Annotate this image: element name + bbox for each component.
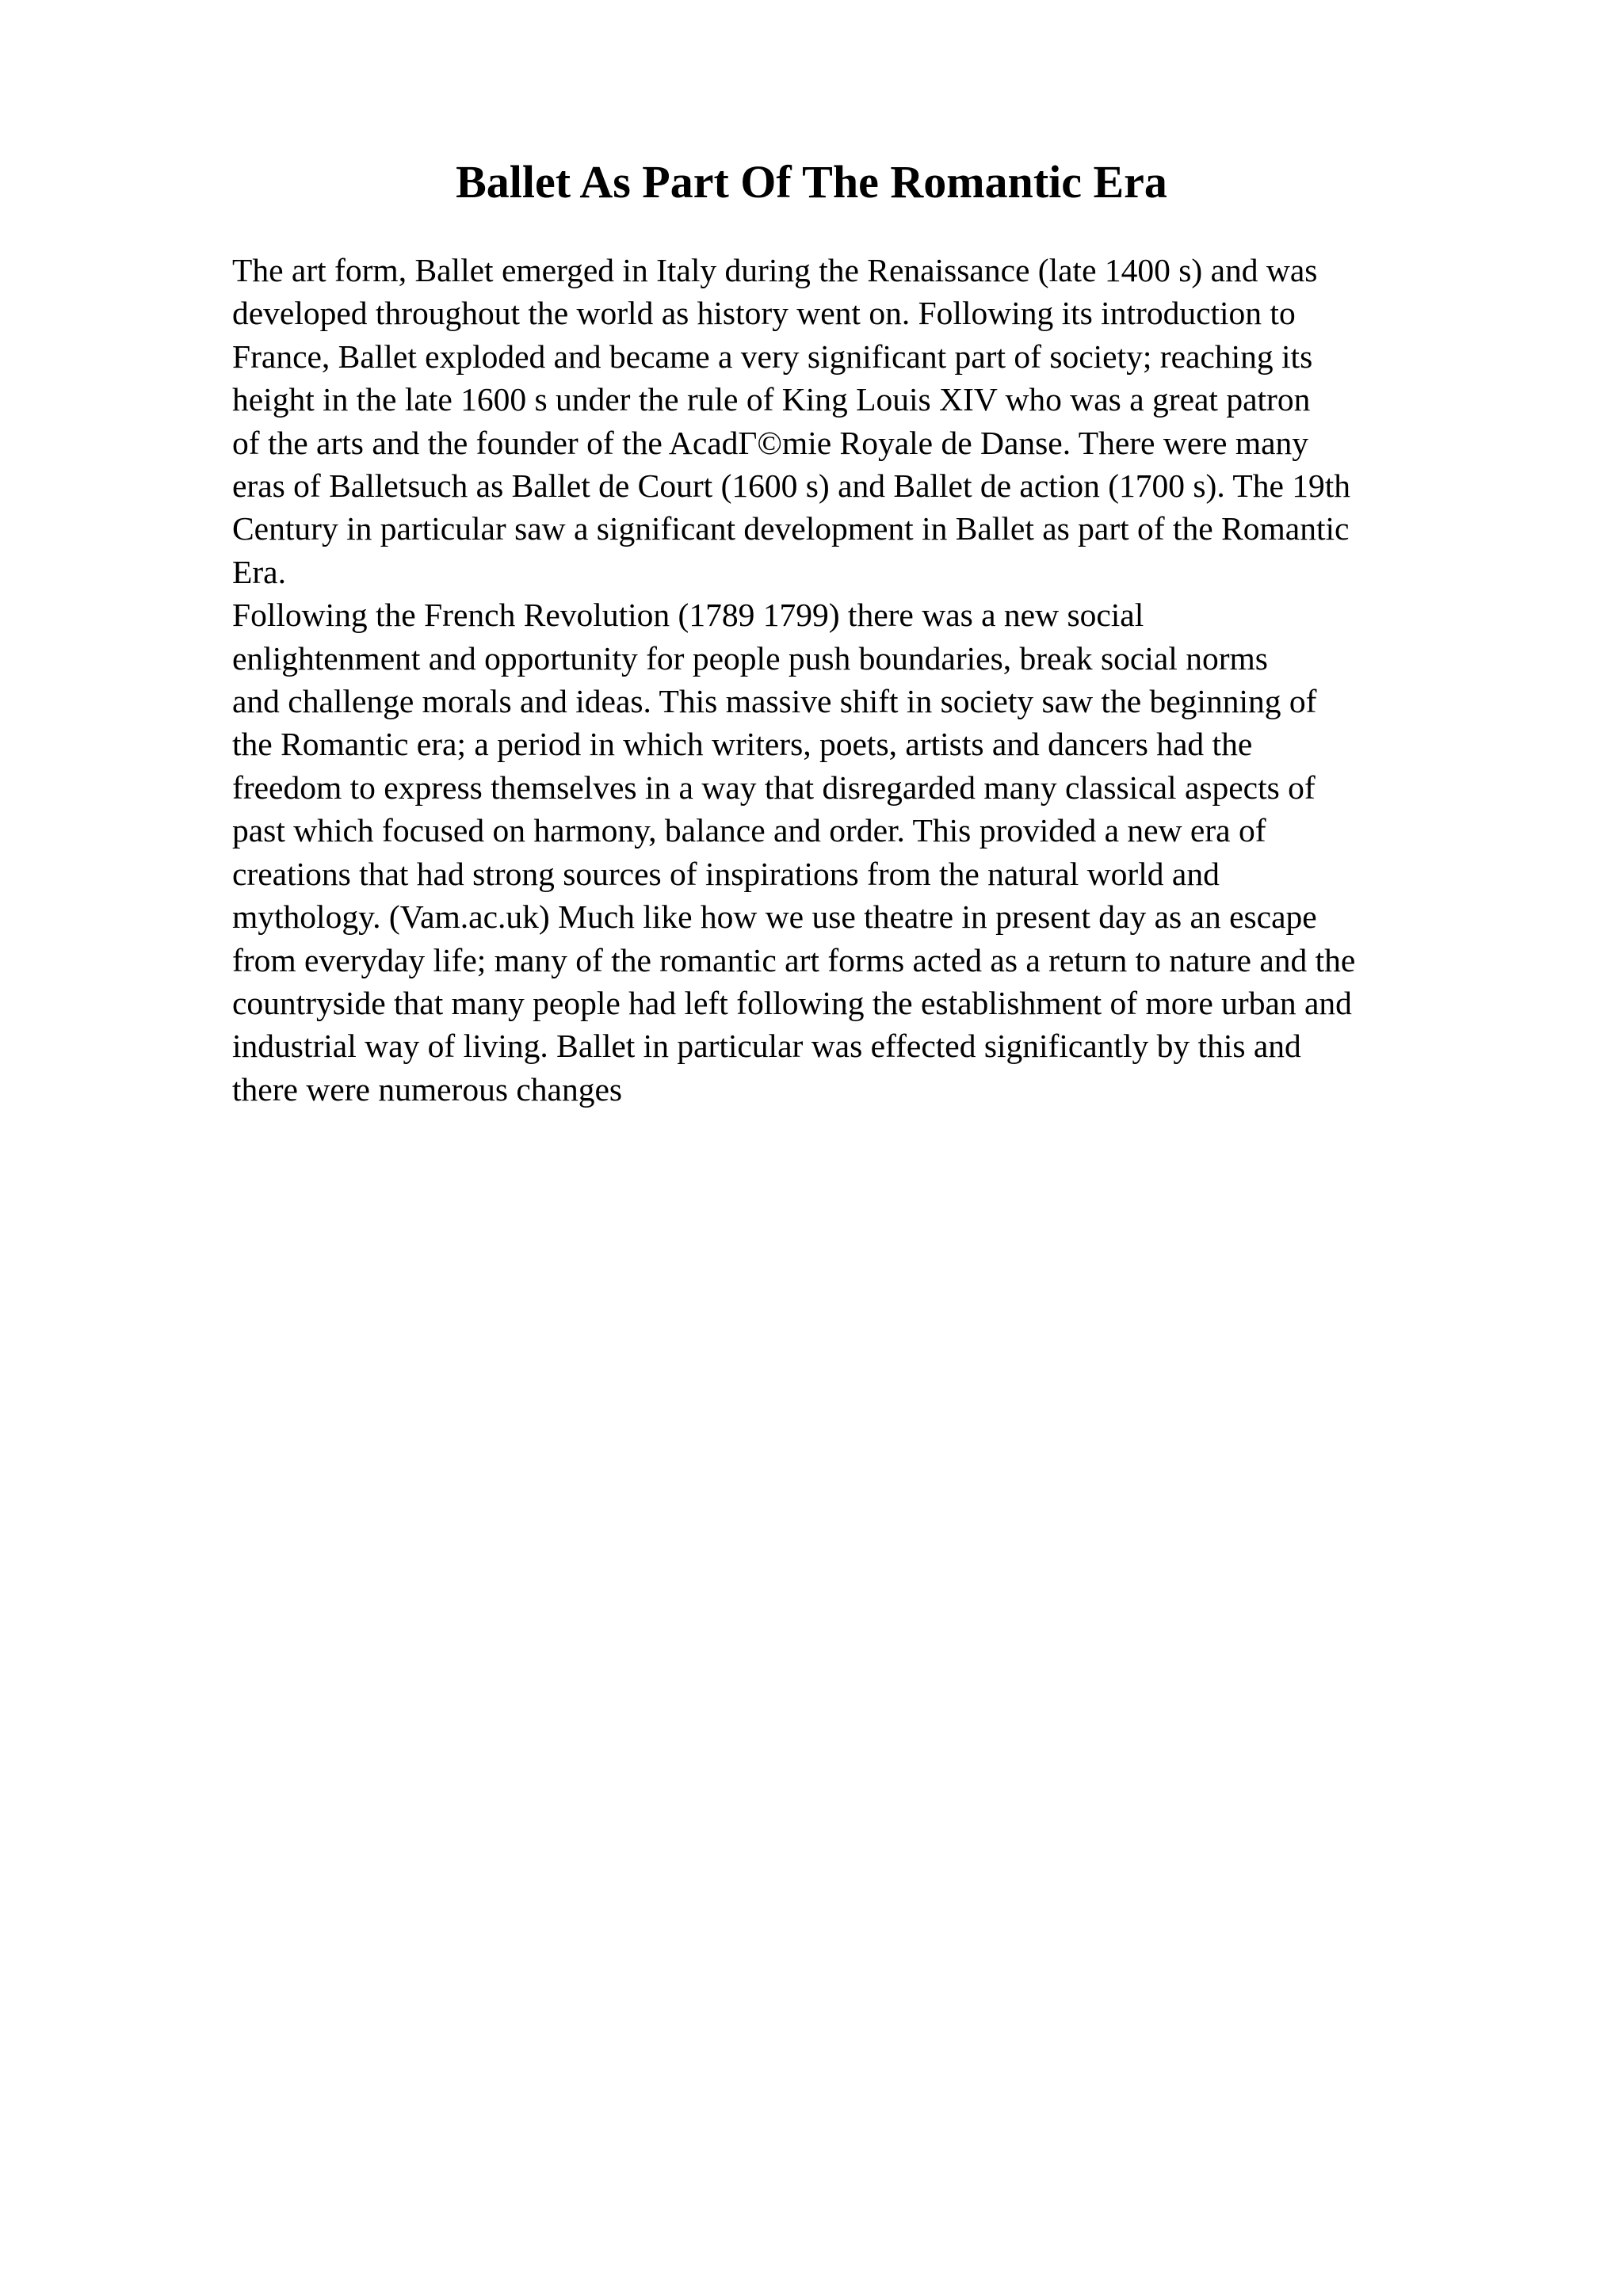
body-line: countryside that many people had left following the establishment of more urban and [232, 984, 1352, 1021]
body-line: creations that had strong sources of inspirations from the natural world and [232, 855, 1220, 892]
body-line: Century in particular saw a significant development in Ballet as part of the Romantic [232, 510, 1350, 547]
body-line: height in the late 1600 s under the rule of King Louis XIV who was a great patron [232, 381, 1311, 418]
body-line: freedom to express themselves in a way that disregarded many classical aspects of [232, 769, 1316, 806]
body-line: there were numerous changes [232, 1070, 623, 1108]
body-line: from everyday life; many of the romantic art forms acted as a return to nature and the [232, 941, 1356, 978]
document-body [232, 249, 1516, 1111]
body-line: The art form, Ballet emerged in Italy during the Renaissance (late 1400 s) and was [232, 252, 1318, 288]
body-line: Era. [232, 553, 286, 590]
body-line: industrial way of living. Ballet in particular was effected significantly by this and [232, 1028, 1301, 1065]
body-line: Following the French Revolution (1789 1799) there was a new social [232, 597, 1144, 634]
body-line: enlightenment and opportunity for people push boundaries, break social norms [232, 639, 1268, 677]
document-title: Ballet As Part Of The Romantic Era [456, 156, 1167, 208]
body-line: eras of Balletsuch as Ballet de Court (1600 s) and Ballet de action (1700 s). The 19th [232, 467, 1351, 505]
body-line: the Romantic era; a period in which writers, poets, artists and dancers had the [232, 726, 1253, 763]
body-line: of the arts and the founder of the AcadΓ©mie Royale de Danse. There were many [232, 424, 1309, 461]
body-line: developed throughout the world as history went on. Following its introduction to [232, 295, 1296, 332]
body-line: mythology. (Vam.ac.uk) Much like how we use theatre in present day as an escape [232, 898, 1317, 936]
body-line: and challenge morals and ideas. This massive shift in society saw the beginning of [232, 683, 1317, 720]
body-line: France, Ballet exploded and became a very significant part of society; reaching its [232, 338, 1313, 375]
body-line: past which focused on harmony, balance and order. This provided a new era of [232, 812, 1266, 849]
